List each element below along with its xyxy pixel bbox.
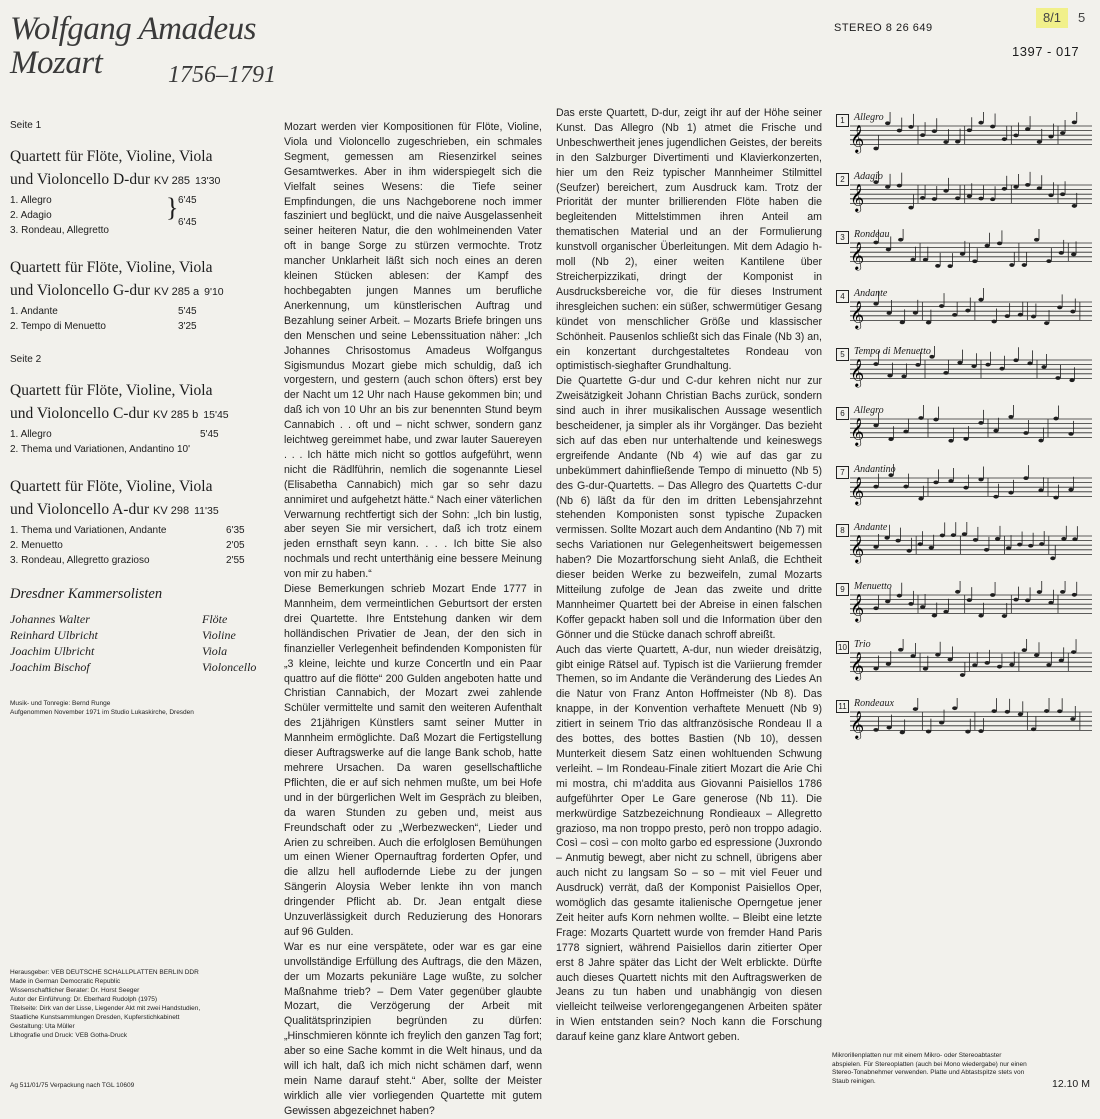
movement: 1. Allegro 5'45 — [10, 429, 219, 440]
note-head — [1025, 183, 1030, 187]
tempo-marking: Allegro — [854, 404, 884, 416]
note-head — [1005, 314, 1010, 318]
note-head — [1038, 488, 1043, 492]
note-head — [903, 484, 908, 488]
movement: 1. Andante 5'45 — [10, 306, 197, 317]
music-example — [836, 288, 1094, 347]
music-staff — [836, 639, 1094, 697]
note-head — [1060, 131, 1065, 135]
composer-dates: 1756–1791 — [168, 62, 276, 88]
treble-clef-icon: 𝄞 — [850, 417, 865, 446]
note-head — [1025, 598, 1030, 602]
note-head — [920, 196, 925, 200]
note-head — [978, 477, 983, 481]
music-example — [836, 405, 1094, 464]
note-head — [888, 437, 893, 441]
note-head — [985, 363, 990, 367]
essay-column-1 — [284, 120, 542, 1119]
note-head — [1002, 614, 1007, 618]
note-head — [913, 311, 918, 315]
note-head — [1059, 251, 1064, 255]
note-head — [972, 664, 977, 668]
note-head — [873, 147, 878, 151]
quartet-2 — [10, 256, 272, 334]
note-head — [935, 653, 940, 657]
music-example — [836, 522, 1094, 581]
note-head — [900, 730, 905, 734]
note-head — [886, 662, 891, 666]
note-head — [1005, 710, 1010, 714]
treble-clef-icon: 𝄞 — [850, 651, 865, 680]
note-head — [993, 494, 998, 498]
note-head — [920, 133, 925, 137]
ensemble-name: Dresdner Kammersolisten — [10, 586, 163, 602]
note-head — [985, 661, 990, 665]
quartet-title-line1: Quartett für Flöte, Violine, Viola — [10, 148, 213, 165]
note-head — [978, 196, 983, 200]
note-head — [965, 730, 970, 734]
note-head — [923, 667, 928, 671]
quartet-title-line1: Quartett für Flöte, Violine, Viola — [10, 382, 213, 399]
treble-clef-icon: 𝄞 — [850, 124, 865, 153]
note-head — [908, 602, 913, 606]
note-head — [990, 593, 995, 597]
example-number: 6 — [836, 407, 849, 420]
note-head — [1070, 717, 1075, 721]
note-head — [929, 546, 934, 550]
note-head — [1002, 137, 1007, 141]
note-head — [978, 421, 983, 425]
treble-clef-icon: 𝄞 — [850, 534, 865, 563]
note-head — [971, 365, 976, 369]
handwritten-mark: 8/1 — [1036, 8, 1068, 28]
note-head — [1013, 598, 1018, 602]
note-head — [963, 485, 968, 489]
note-head — [952, 706, 957, 710]
quartet-duration: 15'45 — [203, 409, 229, 421]
essay-paragraph: Mozart werden vier Kompositionen für Flöte, Violine, Viola und Violoncello zugeschrieben, ein schmales Segment, gemessen am Riesenzirkel seines Gesamtwerkes. Aber in ihm widerspiegelt sich die Vielfalt seines Wesens: die Tiefe seiner Empfindungen, die uns Nachgeborene noch immer fasziniert und beglückt, und die naive Ausgelassenheit seiner heiteren Natur, die den wohlmeinenden Vater oft in bange Sorge zu stürzen vermochte. Trotz mancher Unklarheit läßt sich noch eines an deren kleinen Stücken ablesen: der Kampf des hochbegabten jungen Mannes um berufliche Anerkennung, um künstlerischen Auftrag und Bezahlung seiner Arbeit. – Mozarts Briefe bringen uns den Menschen und seine Lebenssituation näher: „Ich Johannes Chrisostomus Amadeus Wolfgangus Sigismundus Mozart giebe mich schuldig, daß ich vorgestern, und gestern (auch schon öfters) erst bey der Nacht um 12 Uhr nach Hause gekommen bin; und daß ich von 10 Uhr an bis zur benennten Stund beym Cannabich . . oft und – nicht schwer, sondern ganz leichtweg gereimmet habe, und zwar lauter Sauereyen . . . Ich hätte mich nicht so gottlos aufgeführt, wenn nicht die Rädlführin, nemlich die sogenannte Liesel (Elisabetha Cannabich) mich gar so sehr dazu annimiret und aufgehetzt hätte.“ Nach einer väterlichen Verwarnung rechtfertigt sich der Sohn: „Ich bin lustig, aber seyen Sie mir versichert, daß ich trotz einem jeden ernsthaft seyn kann. . . . Ich bitte Sie also nochmals und recht unterthänig eine bessere Meinung von mir zu haben.“ — [284, 121, 542, 581]
treble-clef-icon: 𝄞 — [850, 475, 865, 504]
note-head — [967, 194, 972, 198]
note-head — [1017, 543, 1022, 547]
side-2-label: Seite 2 — [10, 354, 42, 365]
ensemble-member: Reinhard Ulbricht Violine — [10, 628, 236, 642]
note-head — [897, 183, 902, 187]
treble-clef-icon: 𝄞 — [850, 710, 865, 739]
tempo-marking: Allegro — [854, 112, 884, 123]
note-head — [933, 480, 938, 484]
note-head — [1013, 134, 1018, 138]
example-number: 3 — [836, 231, 849, 244]
essay-paragraph: Die Quartette G-dur und C-dur kehren nicht nur zur Zweisätzigkeit Johann Christian Bachs zurück, sondern sind auch in ihrer musikalischen Aussage wesentlich bescheidener, ja simpler als ihr Vorgänger. Das bezieht sich auf das eben nur unterhaltende und keineswegs ergreifende Andante (Nb 4) wie auf das gar zu unbekümmert dahinfließende Tempo di minuetto (Nb 5) des G-dur-Quartetts. – Das Allegro des Quartetts C-dur (Nb 6) läßt da für den im dritten Lebensjahrzehnt stehenden Komponisten sonst typische Zupacken vermissen. Sollte Mozart auch dem Andantino (Nb 7) mit sechs Variationen nur Gelegenheitswert beigemessen haben? Die Mozartforschung sieht Anlaß, die Echtheit dieser beiden Werke zu bezweifeln, zumal Mozarts Mitteilung zufolge de Jean das zweite und dritte Mannheimer Quartett bei der Abreise in einen falschen Koffer gepackt haben soll und die Information über den Gönner und die Stücke danach schroff abreißt. — [556, 375, 822, 641]
note-head — [918, 416, 923, 420]
example-number: 2 — [836, 173, 849, 186]
note-head — [939, 721, 944, 725]
note-head — [1070, 309, 1075, 313]
note-head — [973, 538, 978, 542]
example-number: 9 — [836, 583, 849, 596]
publisher-line: Gestaltung: Uta Müller — [10, 1023, 75, 1030]
tempo-marking: Trio — [854, 639, 871, 651]
quartet-title-line1: Quartett für Flöte, Violine, Viola — [10, 259, 213, 276]
note-head — [1013, 185, 1018, 189]
note-head — [908, 205, 913, 209]
brace: } — [166, 193, 179, 222]
note-head — [926, 320, 931, 324]
note-head — [901, 375, 906, 379]
note-head — [1053, 417, 1058, 421]
note-head — [1050, 557, 1055, 561]
note-head — [1071, 651, 1076, 655]
note-head — [913, 707, 918, 711]
note-head — [978, 298, 983, 302]
note-head — [984, 548, 989, 552]
note-head — [992, 319, 997, 323]
playback-note: Mikrorillenplatten nur mit einem Mikro- oder Stereoabtaster abspielen. Für Stereoplatten (auch bei Mono wiedergabe) nur einen Stereo-Tonabnehmer verwenden. Platte und Abtastspitze stets von Staub reinigen. — [832, 1052, 1027, 1085]
movement: 2. Tempo di Menuetto 3'25 — [10, 321, 197, 332]
music-example — [836, 229, 1094, 288]
note-head — [952, 313, 957, 317]
recording-credits: Musik- und Tonregie: Bernd Runge Aufgenommen November 1971 im Studio Lukaskirche, Dresden — [10, 700, 194, 716]
note-head — [1018, 712, 1023, 716]
movement: 2. Thema und Variationen, Andantino 10' — [10, 444, 191, 455]
note-head — [960, 673, 965, 677]
example-number: 7 — [836, 466, 849, 479]
quartet-4 — [10, 475, 272, 568]
note-head — [886, 248, 891, 252]
note-head — [960, 252, 965, 256]
note-head — [1053, 495, 1058, 499]
note-head — [903, 430, 908, 434]
treble-clef-icon: 𝄞 — [850, 182, 865, 211]
note-head — [1018, 313, 1023, 317]
note-head — [897, 129, 902, 133]
essay-paragraph: Das erste Quartett, D-dur, zeigt ihr auf der Höhe seiner Kunst. Das Allegro (Nb 1) atmet die Frische und Unbeschwertheit jenes jugendlichen Geistes, der bereits in den Salzburger Divertimenti und Klavierkonzerten, hier um den Reiz typischer Mannheimer Stilmittel (Seufzer) bereichert, zum Ausdruck kam. Trotz der Priorität der munter brillierenden Flöte haben die begleitenden Mittelstimmen ihren Anteil am thematischen Material und an der Formulierung kunstvoll organischer Überleitungen. Mit dem Adagio h-moll (Nb 2), einer weiten Kantilene über Streicherpizzikati, dringt der Komponist in Ausdrucksbereiche vor, die für dieses Instrument ihresgleichen suchen: ein süßer, schwermütiger Gesang kündet von menschlicher Größe und klassischer Schönheit. Pausenlos schließt sich das Finale (Nb 3) an, ein konzertant durchgestaltetes Rondeau von optimistisch-sieghafter Grundhaltung. — [556, 107, 822, 373]
kv-number: KV 285 a — [153, 286, 200, 298]
note-head — [1037, 590, 1042, 594]
note-head — [955, 196, 960, 200]
note-head — [1037, 186, 1042, 190]
note-head — [943, 140, 948, 144]
note-head — [900, 320, 905, 324]
note-head — [943, 189, 948, 193]
note-head — [957, 361, 962, 365]
note-head — [1002, 187, 1007, 191]
tempo-marking: Rondeau — [854, 229, 890, 241]
note-head — [933, 418, 938, 422]
note-head — [992, 709, 997, 713]
note-head — [935, 264, 940, 268]
note-head — [898, 648, 903, 652]
note-head — [1044, 709, 1049, 713]
publisher-line: Made in German Democratic Republic — [10, 978, 121, 985]
note-head — [1031, 314, 1036, 318]
note-head — [918, 542, 923, 546]
note-head — [1046, 259, 1051, 263]
note-head — [873, 728, 878, 732]
note-head — [897, 594, 902, 598]
note-head — [910, 258, 915, 262]
note-head — [985, 244, 990, 248]
note-head — [1008, 490, 1013, 494]
note-head — [1034, 654, 1039, 658]
note-head — [1069, 379, 1074, 383]
note-head — [1068, 432, 1073, 436]
quartet-1 — [10, 145, 272, 238]
publisher-line: Autor der Einführung: Dr. Eberhard Rudolph (1975) — [10, 996, 158, 1003]
note-head — [1048, 193, 1053, 197]
ensemble-member: Joachim Bischof Violoncello — [10, 660, 257, 674]
note-head — [1041, 366, 1046, 370]
note-head — [1009, 263, 1014, 267]
essay-paragraph: Auch das vierte Quartett, A-dur, nun wieder dreisätzig, gibt einige Rätsel auf. Typisch ist die Variierung fremder Themen, so im Andante die Veränderung des Liedes An die Natur von Franz Anton Hoffmeister (Nb 8). Das knappe, in der Konvention verhaftete Menuett (Nb 9) zitiert in seinem Trio das altfranzösische Rondeau Il a des bottes, des bottes Bastien (Nb 10), dessen Munterkeit diesem Satz einen wohltuenden Schwung verleiht. – Im Rondeau-Finale zitiert Mozart die Arie Chi mi mostra, chi m'addita aus Giovanni Paisiellos 1786 aufgeführter Oper Le Gare generose (Nb 11). Die merkwürdige Satzbezeichnung Rondieaux – Allegretto grazioso, ma non troppo presto, però non troppo adagio. Così – così – con molto garbo ed espressione (Juxrondo – Anmutig bewegt, aber nicht zu schnell, übrigens aber auch nicht zu langsam So – so – mit viel Feuer und Ausdruck) verrät, daß der Komponist Paisiellos Oper, womöglich das gesamte italienische Operngetue jener Zeit heiter aufs Korn nehmen wollte. – Bleibt eine letzte Frage: Mozarts Quartett wurde von fremder Hand Paris 1778 signiert, während Paisiellos darin zitierter Oper erst 8 Jahre später das Licht der Welt erblickte. Dürfte auch dieses Quartett nichts mit den Auftragswerken de Jeans zu tun haben und unabhängig von diesen vielleicht teilweise verlorengegangenen Arbeiten später in Wien entstanden sein? Noch kann die Forschung darauf keine ganz klare Antwort geben. — [556, 643, 822, 1044]
example-number: 1 — [836, 114, 849, 127]
movement: 2. Adagio } — [10, 193, 179, 222]
note-head — [887, 374, 892, 378]
note-head — [965, 308, 970, 312]
note-head — [990, 125, 995, 129]
note-head — [997, 242, 1002, 246]
music-examples — [836, 112, 1094, 757]
ensemble-member: Joachim Ulbricht Viola — [10, 644, 228, 658]
music-example — [836, 639, 1094, 698]
note-head — [1072, 537, 1077, 541]
note-head — [885, 185, 890, 189]
program-listing — [10, 120, 272, 717]
kv-number: KV 298 — [153, 505, 190, 517]
note-head — [1055, 376, 1060, 380]
treble-clef-icon: 𝄞 — [850, 593, 865, 622]
movement: 2. Menuetto 2'05 — [10, 540, 245, 551]
note-head — [1013, 359, 1018, 363]
note-head — [1057, 709, 1062, 713]
price-code: 12.10 M — [1052, 1078, 1090, 1090]
publisher-line: Herausgeber: VEB DEUTSCHE SCHALLPLATTEN BERLIN DDR — [10, 969, 199, 976]
quartet-duration: 11'35 — [194, 505, 219, 517]
note-head — [898, 238, 903, 242]
note-head — [910, 654, 915, 658]
publisher-line: Wissenschaftlicher Berater: Dr. Horst Seeger — [10, 987, 140, 994]
example-number: 11 — [836, 700, 849, 713]
publisher-info — [10, 968, 272, 1040]
note-head — [1072, 593, 1077, 597]
note-head — [932, 197, 937, 201]
note-head — [1071, 253, 1076, 257]
tempo-marking: Rondeaux — [854, 697, 894, 709]
note-head — [978, 614, 983, 618]
note-head — [1028, 544, 1033, 548]
tempo-marking: Menuetto — [854, 580, 892, 592]
note-head — [887, 311, 892, 315]
note-head — [978, 729, 983, 733]
side-1-label: Seite 1 — [10, 120, 42, 131]
essay-paragraph: War es nur eine verspätete, oder war es gar eine unvollständige Erfüllung des Auftrags, die den Mäzen, der um Mozarts pekuniäre Lage wußte, zu solcher Maßnahme trieb? – Dem Vater gegenüber glaubte Mozart, die Verzögerung der Arbeit mit Qualitätsprinzipien begründen zu dürfen: „Hinschmieren könnte ich freylich den ganzen Tag fort; aber so eine Sache kommt in die Welt hinaus, und da will ich halt, daß ich mich nicht schämen darf, wenn mein Name darauf steht.“ Aber, sollte der Meister wirklich alle vier vorliegenden Quartette mit gutem Gewissen abgezeichnet haben? — [284, 940, 542, 1117]
note-head — [948, 658, 953, 662]
note-head — [940, 534, 945, 538]
note-head — [972, 260, 977, 264]
note-head — [1057, 305, 1062, 309]
music-example — [836, 464, 1094, 523]
composer-first-names: Wolfgang Amadeus — [10, 11, 256, 47]
note-head — [1008, 415, 1013, 419]
music-example — [836, 698, 1094, 757]
note-head — [943, 610, 948, 614]
treble-clef-icon: 𝄞 — [850, 241, 865, 270]
note-head — [1037, 140, 1042, 144]
note-head — [1022, 263, 1027, 267]
tempo-marking: Tempo di Menuetto — [854, 346, 931, 358]
music-example — [836, 581, 1094, 640]
publisher-line: Staatliche Kunstsammlungen Dresden, Kupferstichkabinett — [10, 1014, 180, 1021]
note-head — [1072, 204, 1077, 208]
quartet-3 — [10, 379, 272, 457]
note-head — [873, 484, 878, 488]
note-head — [873, 606, 878, 610]
note-head — [908, 125, 913, 129]
note-head — [896, 539, 901, 543]
note-head — [967, 128, 972, 132]
note-head — [1044, 321, 1049, 325]
note-head — [948, 439, 953, 443]
note-head — [948, 264, 953, 268]
quartet-title-line1: Quartett für Flöte, Violine, Viola — [10, 478, 213, 495]
quartet-title-line2: und Violoncello D-dur KV 285 13'30 — [10, 171, 221, 188]
note-head — [918, 496, 923, 500]
note-head — [962, 532, 967, 536]
note-head — [1039, 542, 1044, 546]
note-head — [887, 726, 892, 730]
note-head — [1048, 135, 1053, 139]
music-example — [836, 346, 1094, 405]
note-head — [1048, 601, 1053, 605]
order-number: 1397 - 017 — [1012, 44, 1080, 59]
note-head — [951, 533, 956, 537]
quartet-duration: 9'10 — [204, 286, 224, 298]
note-head — [1025, 127, 1030, 131]
note-head — [885, 599, 890, 603]
handwritten-mark-2: 5 — [1078, 10, 1086, 25]
license-footer: Ag 511/01/75 Verpackung nach TGL 10609 — [10, 1082, 135, 1089]
note-head — [1060, 590, 1065, 594]
publisher-line: Lithografie und Druck: VEB Gotha-Druck — [10, 1032, 128, 1039]
tempo-marking: Andantino — [854, 463, 896, 475]
essay-paragraph: Diese Bemerkungen schrieb Mozart Ende 1777 in Mannheim, dem vermeintlichen Geburtsort der ersten drei Quartette. Ihre Entstehung danken wir dem holländischen Privatier de Jean, der den sich in finanzieller Verlegenheit befindenden Komponisten für „3 kleine, leichte und kurze Concertln und ein Paar quattro auf die flötte“ 200 Gulden angeboten hatte und Christian Cannabich, der Mozart zwei zahlende Schüler vermittelte und samit den weiteren Aufenthalt des 21jährigen Künstlers samt seiner Mutter in Mannheim ermöglichte. Daß Mozart die Fertigstellung dieser Auftragswerke auf die lange Bank schob, hatte mehrere Ursachen. Da waren gesellschaftliche Pflichten, die er auf sich nehmen mußte, um bei Hofe und in der bürgerlichen Welt im Gespräch zu bleiben, da waren Stunden zu geben und, meist aus Freundschaft oder zu „Werbezwecken“, Lieder und Arien zu schreiben. Auch die erfolglosen Bemühungen um einen Wiener Opernauftrag forderten Opfer, und die allzu hell auflodernde Liebe zu der jungen Sängerin Aloysia Weber lenkte ihn von manch dringender Pflicht ab. Dr. Jean entgalt diese Unzuverlässigkeit durch Reduzierung des Honorars auf 96 Gulden. — [284, 583, 542, 938]
note-head — [948, 479, 953, 483]
treble-clef-icon: 𝄞 — [850, 300, 865, 329]
catalog-number: STEREO 8 26 649 — [834, 22, 933, 34]
note-head — [920, 605, 925, 609]
music-example — [836, 112, 1094, 171]
note-head — [873, 423, 878, 427]
note-head — [885, 121, 890, 125]
note-head — [873, 363, 878, 367]
quartet-duration: 13'30 — [194, 175, 221, 187]
note-head — [1009, 663, 1014, 667]
note-head — [1023, 431, 1028, 435]
note-head — [873, 667, 878, 671]
note-head — [884, 536, 889, 540]
composer-surname: Mozart — [10, 45, 103, 81]
note-head — [1034, 238, 1039, 242]
note-head — [1059, 659, 1064, 663]
note-head — [967, 598, 972, 602]
note-head — [1027, 362, 1032, 366]
quartet-title-line2: und Violoncello A-dur KV 298 11'35 — [10, 501, 219, 518]
tempo-marking: Adagio — [854, 170, 883, 182]
note-head — [1031, 727, 1036, 731]
note-head — [955, 140, 960, 144]
note-head — [978, 121, 983, 125]
note-head — [873, 302, 878, 306]
note-head — [939, 304, 944, 308]
note-head — [963, 437, 968, 441]
example-number: 4 — [836, 290, 849, 303]
movement: 3. Rondeau, Allegretto grazioso 2'55 — [10, 555, 245, 566]
note-head — [997, 665, 1002, 669]
note-head — [873, 545, 878, 549]
note-head — [1060, 192, 1065, 196]
quartet-title-line2: und Violoncello C-dur KV 285 b 15'45 — [10, 405, 229, 422]
note-head — [873, 241, 878, 245]
kv-number: KV 285 b — [153, 409, 199, 421]
example-number: 10 — [836, 641, 849, 654]
note-head — [995, 537, 1000, 541]
example-number: 8 — [836, 524, 849, 537]
note-head — [955, 590, 960, 594]
movement: 1. Thema und Variationen, Andante 6'35 — [10, 525, 245, 536]
note-head — [1068, 487, 1073, 491]
publisher-line: Titelseite: Dirk van der Lisse, Liegender Akt mit zwei Handstudien, — [10, 1005, 201, 1012]
note-head — [907, 549, 912, 553]
ensemble-member: Johannes Walter Flöte — [10, 612, 228, 626]
tempo-marking: Andante — [854, 287, 888, 299]
note-head — [993, 429, 998, 433]
note-head — [932, 613, 937, 617]
note-head — [1006, 546, 1011, 550]
note-head — [1072, 120, 1077, 124]
note-head — [1061, 537, 1066, 541]
note-head — [999, 367, 1004, 371]
note-head — [926, 730, 931, 734]
note-head — [943, 371, 948, 375]
note-head — [1022, 649, 1027, 653]
note-head — [990, 197, 995, 201]
movement: 1. Allegro 6'45 — [10, 195, 197, 206]
essay-column-2 — [556, 106, 822, 1045]
example-number: 5 — [836, 348, 849, 361]
note-head — [1046, 663, 1051, 667]
note-head — [915, 363, 920, 367]
note-head — [923, 258, 928, 262]
music-example — [836, 171, 1094, 230]
note-head — [932, 129, 937, 133]
quartet-title-line2: und Violoncello G-dur KV 285 a 9'10 — [10, 282, 224, 299]
treble-clef-icon: 𝄞 — [850, 358, 865, 387]
note-head — [1023, 476, 1028, 480]
tempo-marking: Andante — [854, 522, 888, 534]
movement: 3. Rondeau, Allegretto 6'45 — [10, 217, 197, 236]
kv-number: KV 285 — [153, 175, 190, 187]
note-head — [1038, 439, 1043, 443]
